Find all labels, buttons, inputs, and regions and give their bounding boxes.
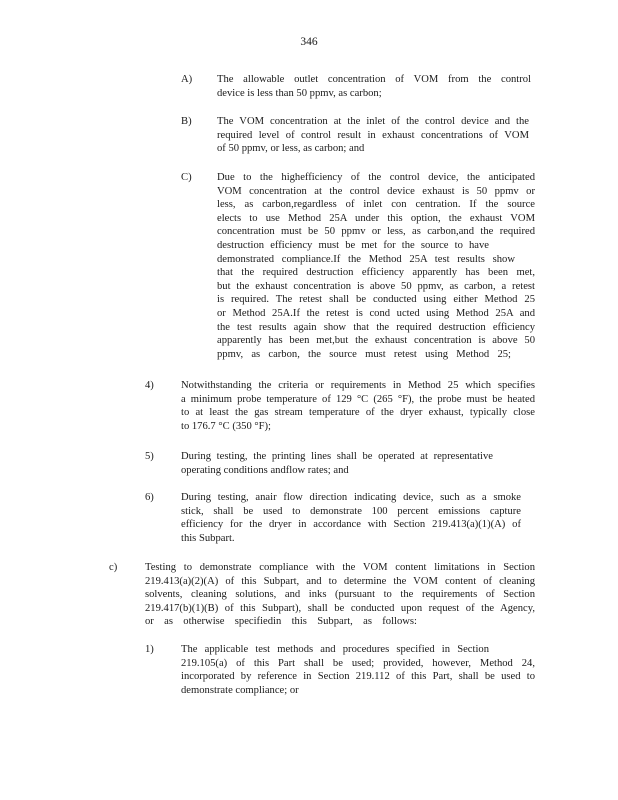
text-line: this Subpart.: [181, 532, 235, 544]
text-line: During testing, the printing lines shall be operated at representative: [181, 451, 493, 462]
text-line: ppmv, as carbon, the source must retest using Method 25;: [217, 348, 511, 360]
text-line: device is less than 50 ppmv, as carbon;: [217, 87, 382, 99]
text-line: of 50 ppmv, or less, as carbon; and: [217, 143, 365, 155]
item-label: 4): [145, 380, 154, 391]
item-label: 5): [145, 451, 154, 462]
text-line: destruction efficiency must be met for the source to have: [217, 239, 489, 251]
text-line: a minimum probe temperature of 129 °C (265 °F), the probe must be heated: [181, 393, 535, 405]
text-line: less, as carbon,regardless of inlet con centration. If the source: [217, 199, 535, 211]
item-label: B): [181, 116, 192, 127]
item-label: c): [109, 562, 118, 573]
text-line: Due to the highefficiency of the control device, the anticipated: [217, 172, 535, 183]
text-line: stick, shall be used to demonstrate 100 percent emissions capture: [181, 505, 521, 517]
text-line: demonstrate compliance; or: [181, 684, 299, 696]
text-line: incorporated by reference in Section 219.112 of this Part, shall be used to: [181, 671, 535, 683]
text-line: but the exhaust concentration is above 50 ppmv, as carbon, a retest: [217, 280, 535, 292]
item-text: [181, 643, 535, 697]
text-line: The VOM concentration at the inlet of the control device and the: [217, 116, 529, 127]
text-line: solvents, cleaning solutions, and inks (pursuant to the requirements of Section: [145, 589, 535, 601]
page-number: 346: [300, 36, 318, 48]
item-text: [217, 115, 529, 156]
item-text: [145, 561, 535, 629]
item-label: 6): [145, 492, 154, 503]
text-line: efficiency for the dryer in accordance with Section 219.413(a)(1)(A) of: [181, 519, 521, 531]
text-line: 219.105(a) of this Part shall be used; provided, however, Method 24,: [181, 657, 535, 669]
text-line: demonstrated compliance.If the Method 25A test results show: [217, 253, 515, 265]
text-line: 219.413(a)(2)(A) of this Subpart, and to determine the VOM content of cleaning: [145, 575, 535, 587]
text-line: 219.417(b)(1)(B) of this Subpart), shall be conducted upon request of the Agency,: [145, 602, 535, 614]
text-line: Testing to demonstrate compliance with the VOM content limitations in Section: [145, 562, 535, 573]
text-line: VOM concentration at the control device exhaust is 50 ppmv or: [217, 185, 535, 197]
text-line: or Method 25A.If the retest is cond ucted using Method 25A and: [217, 307, 535, 319]
text-line: that the required destruction efficiency apparently has been met,: [217, 267, 535, 279]
text-line: operating conditions andflow rates; and: [181, 464, 349, 476]
item-text: [217, 171, 535, 361]
text-line: apparently has been met,but the exhaust concentration is above 50: [217, 335, 535, 347]
text-line: During testing, anair flow direction indicating device, such as a smoke: [181, 492, 521, 503]
text-line: Notwithstanding the criteria or requirements in Method 25 which specifies: [181, 380, 535, 391]
text-line: to 176.7 °C (350 °F);: [181, 420, 271, 432]
item-text: [181, 491, 521, 545]
text-line: The allowable outlet concentration of VOM from the control: [217, 74, 531, 85]
text-line: is required. The retest shall be conducted using either Method 25: [217, 294, 535, 306]
item-label: C): [181, 172, 192, 183]
text-line: The applicable test methods and procedures specified in Section: [181, 644, 489, 655]
text-line: elects to use Method 25A under this option, the exhaust VOM: [217, 212, 535, 224]
text-line: or as otherwise specifiedin this Subpart, as follows:: [145, 616, 417, 628]
text-line: to at least the gas stream temperature of the dryer exhaust, typically close: [181, 407, 535, 419]
item-label: 1): [145, 644, 154, 655]
text-line: the test results again show that the required destruction efficiency: [217, 321, 535, 333]
item-text: [181, 450, 493, 477]
text-line: concentration must be 50 ppmv or less, as carbon,and the required: [217, 226, 535, 238]
text-line: required level of control result in exhaust concentrations of VOM: [217, 129, 529, 141]
item-label: A): [181, 74, 193, 85]
item-text: [217, 73, 531, 100]
item-text: [181, 379, 535, 433]
